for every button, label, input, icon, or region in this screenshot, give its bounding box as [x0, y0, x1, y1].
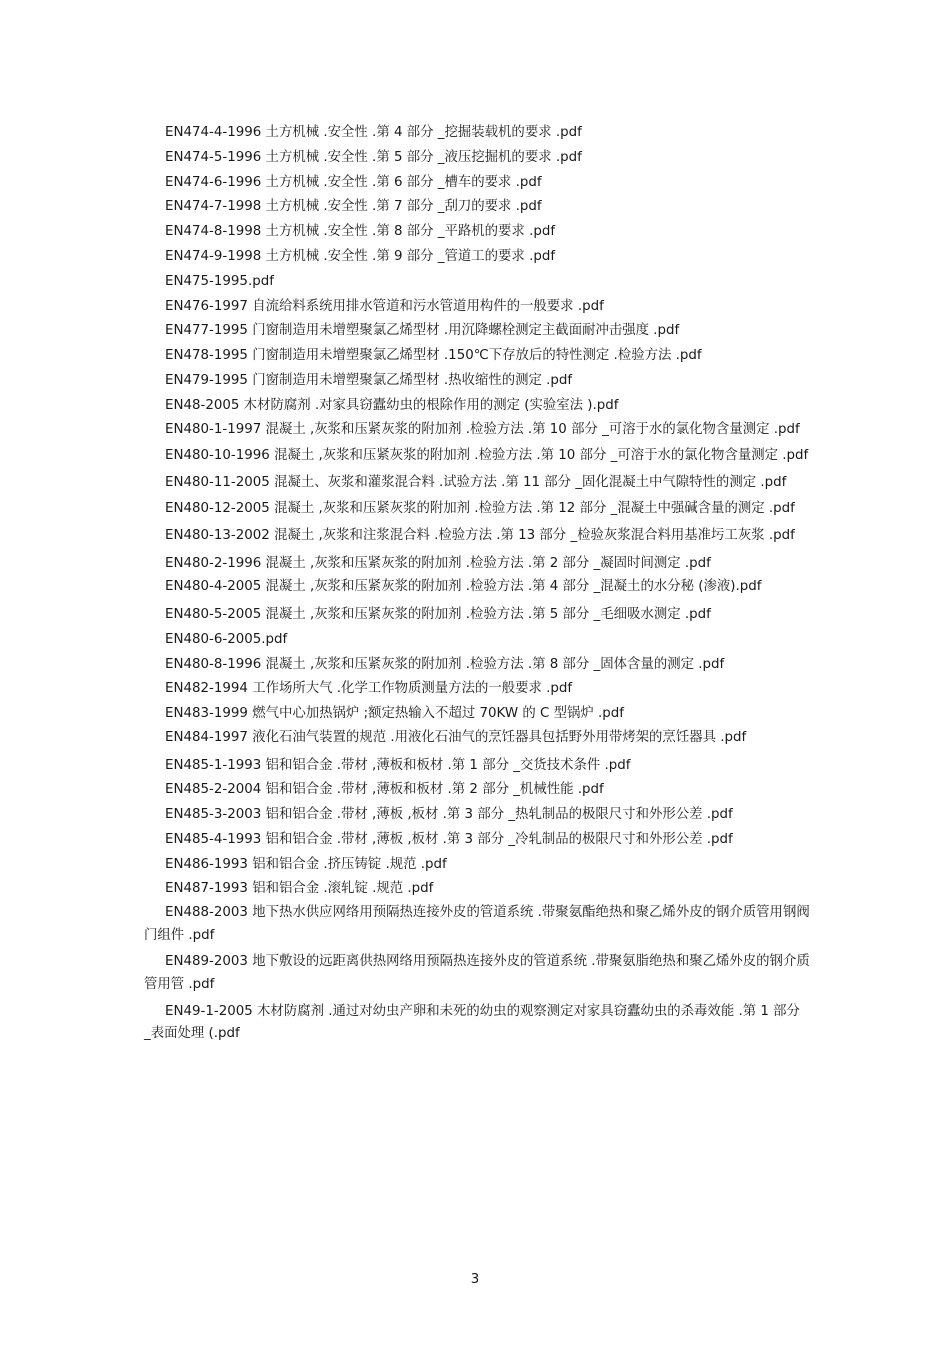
list-item: EN485-3-2003 铝和铝合金 .带材 ,薄板 ,板材 .第 3 部分 _热轧制品的极限尺寸和外形公差 .pdf [165, 807, 733, 823]
list-item: EN480-4-2005 混凝土 ,灰浆和压紧灰浆的附加剂 .检验方法 .第 4 部分 _混凝土的水分秘 (渗液).pdf [165, 579, 762, 595]
list-item: EN486-1993 铝和铝合金 .挤压铸锭 .规范 .pdf [165, 856, 447, 872]
list-item: EN482-1994 工作场所大气 .化学工作物质测量方法的一般要求 .pdf [165, 681, 573, 697]
list-item: EN480-5-2005 混凝土 ,灰浆和压紧灰浆的附加剂 .检验方法 .第 5 部分 _毛细吸水测定 .pdf [165, 606, 711, 622]
list-item: EN474-8-1998 土方机械 .安全性 .第 8 部分 _平路机的要求 .pdf [165, 224, 556, 240]
list-item: EN480-13-2002 混凝土 ,灰浆和注浆混合料 .检验方法 .第 13 部分 _检验灰浆混合料用基准圬工灰浆 .pdf [165, 527, 795, 543]
list-item: EN474-7-1998 土方机械 .安全性 .第 7 部分 _刮刀的要求 .pdf [165, 199, 542, 215]
list-item: EN480-10-1996 混凝土 ,灰浆和压紧灰浆的附加剂 .检验方法 .第 10 部分 _可溶于水的氯化物含量测定 .pdf [165, 448, 809, 464]
list-item: EN480-8-1996 混凝土 ,灰浆和压紧灰浆的附加剂 .检验方法 .第 8 部分 _固体含量的测定 .pdf [165, 656, 725, 672]
list-item: EN49-1-2005 木材防腐剂 .通过对幼虫产卵和未死的幼虫的观察测定对家具窃蠹幼虫的杀毒效能 .第 1 部分 _表面处理 (.pdf [144, 1003, 800, 1042]
list-item: EN483-1999 燃气中心加热锅炉 ;额定热输入不超过 70KW 的 C 型锅炉 .pdf [165, 706, 624, 722]
list-item: EN480-12-2005 混凝土 ,灰浆和压紧灰浆的附加剂 .检验方法 .第 12 部分 _混凝土中强碱含量的测定 .pdf [165, 501, 795, 517]
list-item: EN474-5-1996 土方机械 .安全性 .第 5 部分 _液压挖掘机的要求 .pdf [165, 149, 582, 165]
list-item: EN48-2005 木材防腐剂 .对家具窃蠹幼虫的根除作用的测定 (实验室法 ).pdf [165, 397, 619, 413]
list-item: EN489-2003 地下敷设的远距离供热网络用预隔热连接外皮的管道系统 .带聚氨脂绝热和聚乙烯外皮的钢介质管用管 .pdf [144, 954, 810, 993]
list-item: EN478-1995 门窗制造用未增塑聚氯乙烯型材 .150℃下存放后的特性测定 .检验方法 .pdf [165, 348, 702, 364]
list-item: EN477-1995 门窗制造用未增塑聚氯乙烯型材 .用沉降螺栓测定主截面耐冲击强度 .pdf [165, 323, 680, 339]
list-item: EN474-9-1998 土方机械 .安全性 .第 9 部分 _管道工的要求 .pdf [165, 248, 556, 264]
list-item: EN485-1-1993 铝和铝合金 .带材 ,薄板和板材 .第 1 部分 _交货技术条件 .pdf [165, 757, 631, 773]
page-number: 3 [470, 1272, 480, 1287]
standards-list [144, 121, 810, 1050]
list-item: EN485-2-2004 铝和铝合金 .带材 ,薄板和板材 .第 2 部分 _机械性能 .pdf [165, 782, 604, 798]
list-item: EN487-1993 铝和铝合金 .滚轧锭 .规范 .pdf [165, 881, 434, 897]
list-item: EN474-6-1996 土方机械 .安全性 .第 6 部分 _槽车的要求 .pdf [165, 174, 542, 190]
list-item: EN480-6-2005.pdf [165, 631, 288, 647]
list-item: EN485-4-1993 铝和铝合金 .带材 ,薄板 ,板材 .第 3 部分 _冷轧制品的极限尺寸和外形公差 .pdf [165, 831, 733, 847]
list-item: EN476-1997 自流给料系统用排水管道和污水管道用构件的一般要求 .pdf [165, 298, 604, 314]
list-item: EN480-1-1997 混凝土 ,灰浆和压紧灰浆的附加剂 .检验方法 .第 10 部分 _可溶于水的氯化物含量测定 .pdf [165, 421, 800, 437]
list-item: EN474-4-1996 土方机械 .安全性 .第 4 部分 _挖掘装载机的要求 .pdf [165, 125, 582, 140]
list-item: EN484-1997 液化石油气装置的规范 .用液化石油气的烹饪器具包括野外用带烤架的烹饪器具 .pdf [165, 729, 747, 745]
list-item: EN479-1995 门窗制造用未增塑聚氯乙烯型材 .热收缩性的测定 .pdf [165, 372, 573, 388]
list-item: EN480-11-2005 混凝土、灰浆和灌浆混合料 .试验方法 .第 11 部分 _固化混凝土中气隙特性的测定 .pdf [165, 474, 787, 490]
list-item: EN475-1995.pdf [165, 273, 274, 289]
list-item: EN488-2003 地下热水供应网络用预隔热连接外皮的管道系统 .带聚氨酯绝热和聚乙烯外皮的钢介质管用钢阀门组件 .pdf [144, 905, 810, 943]
list-item: EN480-2-1996 混凝土 ,灰浆和压紧灰浆的附加剂 .检验方法 .第 2 部分 _凝固时间测定 .pdf [165, 555, 711, 571]
